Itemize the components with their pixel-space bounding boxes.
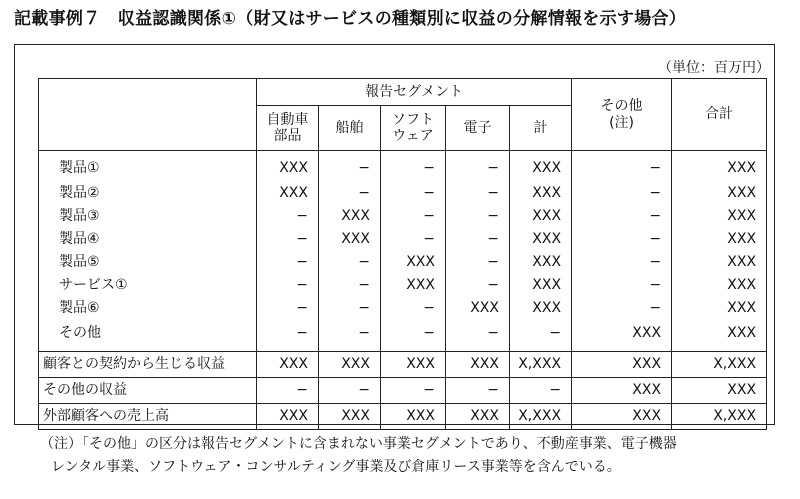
table-cell: −: [319, 320, 381, 352]
table-cell: XXX: [319, 352, 381, 378]
header-total: 合計: [672, 79, 767, 151]
table-cell: −: [381, 151, 446, 183]
table-row: [39, 274, 767, 297]
table-cell: X,XXX: [510, 404, 572, 430]
table-row: [39, 151, 767, 183]
summary-label: その他の収益: [39, 378, 257, 404]
table-cell: XXX: [572, 320, 672, 352]
table-cell: XXX: [257, 151, 319, 183]
table-cell: −: [446, 205, 510, 228]
table-cell: −: [319, 151, 381, 183]
table-row: [39, 251, 767, 274]
page-title: 記載事例７ 収益認識関係①（財又はサービスの種類別に収益の分解情報を示す場合）: [14, 9, 687, 29]
table-cell: XXX: [319, 404, 381, 430]
table-cell: XXX: [672, 151, 767, 183]
table-cell: XXX: [672, 320, 767, 352]
table-cell: −: [257, 251, 319, 274]
table-cell: XXX: [510, 205, 572, 228]
header-blank-cell: [39, 79, 257, 151]
header-software: [381, 106, 446, 151]
table-cell: −: [257, 297, 319, 320]
table-row: [39, 320, 767, 352]
table-cell: XXX: [446, 352, 510, 378]
table-cell: −: [446, 151, 510, 183]
table-cell: −: [257, 205, 319, 228]
table-cell: XXX: [381, 404, 446, 430]
table-cell: X,XXX: [672, 404, 767, 430]
table-cell: −: [257, 274, 319, 297]
table-cell: XXX: [446, 297, 510, 320]
row-label: 製品①: [39, 151, 257, 183]
table-cell: −: [319, 274, 381, 297]
table-cell: −: [381, 228, 446, 251]
table-row: [39, 205, 767, 228]
table-cell: X,XXX: [510, 352, 572, 378]
table-cell: −: [257, 228, 319, 251]
header-other-line1: その他: [600, 98, 643, 115]
summary-rows: [39, 352, 767, 430]
table-cell: −: [446, 320, 510, 352]
table-cell: −: [572, 182, 672, 205]
table-cell: −: [446, 274, 510, 297]
row-label: 製品④: [39, 228, 257, 251]
unit-label: （単位：百万円）: [658, 60, 770, 76]
header-electronics: 電子: [446, 106, 510, 151]
table-cell: XXX: [672, 251, 767, 274]
table-cell: XXX: [257, 404, 319, 430]
table-cell: −: [319, 378, 381, 404]
table-cell: XXX: [672, 297, 767, 320]
header-software-line2: ウェア: [392, 128, 434, 144]
table-cell: XXX: [446, 404, 510, 430]
row-label: サービス①: [39, 274, 257, 297]
table-cell: −: [257, 320, 319, 352]
row-label: 製品②: [39, 182, 257, 205]
table-cell: XXX: [510, 251, 572, 274]
footnote: [40, 433, 780, 479]
product-rows: [39, 151, 767, 352]
table-row: [39, 297, 767, 320]
header-auto-parts-line1: 自動車: [266, 111, 309, 128]
table-cell: XXX: [510, 274, 572, 297]
table-cell: −: [446, 228, 510, 251]
table-cell: −: [510, 378, 572, 404]
table-cell: −: [381, 205, 446, 228]
row-label: 製品⑤: [39, 251, 257, 274]
row-label: 製品⑥: [39, 297, 257, 320]
header-auto-parts: [257, 106, 319, 151]
table-cell: XXX: [672, 274, 767, 297]
summary-label: 顧客との契約から生じる収益: [39, 352, 257, 378]
table-cell: −: [572, 297, 672, 320]
footnote-line2: レンタル事業、ソフトウェア・コンサルティング事業及び倉庫リース事業等を含んでいる。: [51, 459, 621, 475]
table-cell: −: [446, 378, 510, 404]
table-cell: XXX: [672, 228, 767, 251]
table-cell: XXX: [257, 182, 319, 205]
table-cell: XXX: [381, 352, 446, 378]
table-cell: −: [381, 297, 446, 320]
footnote-line1: （注）「その他」の区分は報告セグメントに含まれない事業セグメントであり、不動産事業、電子機器: [40, 436, 677, 452]
table-cell: −: [572, 151, 672, 183]
table-cell: −: [572, 205, 672, 228]
table-row: [39, 228, 767, 251]
header-auto-parts-line2: 部品: [273, 128, 302, 144]
table-cell: XXX: [510, 182, 572, 205]
table-cell: −: [319, 251, 381, 274]
table-cell: −: [510, 320, 572, 352]
summary-row: [39, 404, 767, 430]
table-row: [39, 182, 767, 205]
header-reporting-segment: 報告セグメント: [257, 79, 572, 106]
table-cell: XXX: [672, 182, 767, 205]
table-cell: −: [572, 228, 672, 251]
table-cell: −: [446, 182, 510, 205]
summary-label: 外部顧客への売上高: [39, 404, 257, 430]
header-ships: 船舶: [319, 106, 381, 151]
table-cell: XXX: [319, 205, 381, 228]
table-cell: X,XXX: [672, 352, 767, 378]
table-cell: XXX: [257, 352, 319, 378]
table-cell: −: [381, 182, 446, 205]
revenue-segment-table: [38, 78, 767, 430]
row-label: その他: [39, 320, 257, 352]
table-cell: XXX: [319, 228, 381, 251]
table-cell: −: [446, 251, 510, 274]
header-software-line1: ソフト: [392, 111, 434, 128]
table-cell: XXX: [572, 352, 672, 378]
table-cell: XXX: [672, 205, 767, 228]
table-cell: XXX: [572, 378, 672, 404]
table-cell: −: [572, 274, 672, 297]
table-cell: XXX: [381, 274, 446, 297]
table-cell: XXX: [381, 251, 446, 274]
header-other-line2: (注): [609, 114, 635, 131]
table-cell: XXX: [672, 378, 767, 404]
table-cell: −: [319, 182, 381, 205]
header-subtotal: 計: [510, 106, 572, 151]
table-cell: −: [257, 378, 319, 404]
table-cell: XXX: [510, 151, 572, 183]
table-cell: −: [572, 251, 672, 274]
table-cell: XXX: [572, 404, 672, 430]
table-cell: XXX: [510, 228, 572, 251]
table-cell: −: [319, 297, 381, 320]
table-cell: −: [381, 378, 446, 404]
header-other: [572, 79, 672, 151]
table-cell: XXX: [510, 297, 572, 320]
table-cell: −: [381, 320, 446, 352]
summary-row: [39, 378, 767, 404]
row-label: 製品③: [39, 205, 257, 228]
summary-row: [39, 352, 767, 378]
